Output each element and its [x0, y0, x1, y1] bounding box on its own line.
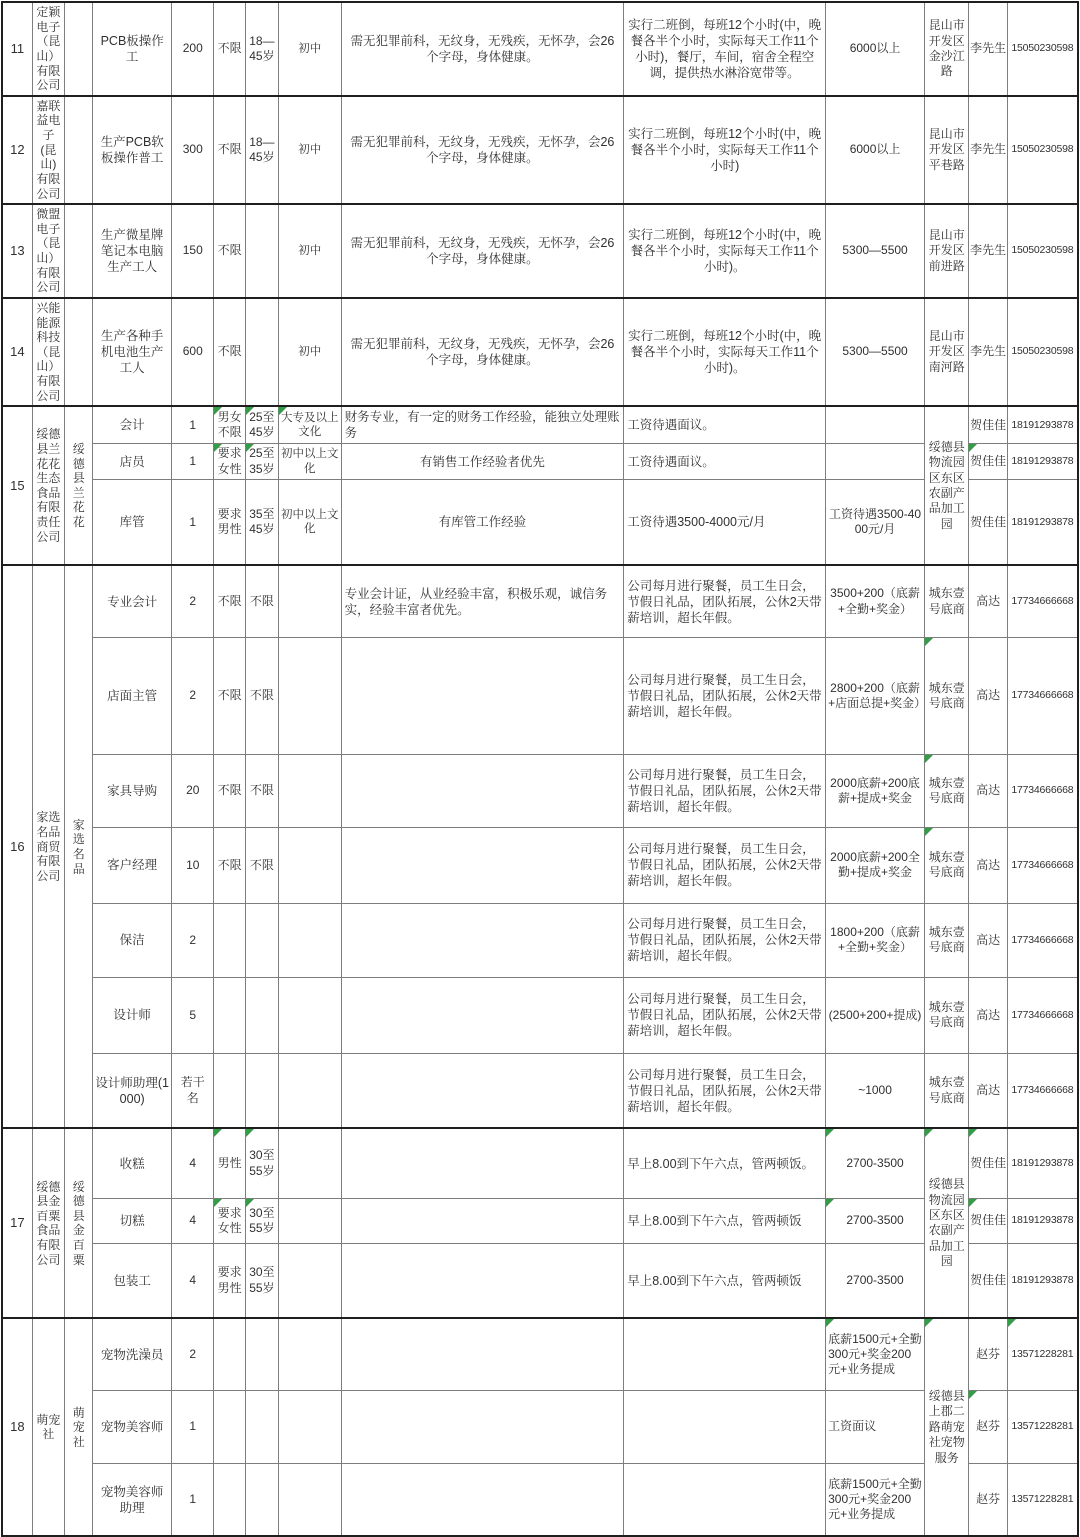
cell-gender: [214, 1463, 245, 1536]
cell-gender: 不限: [214, 2, 245, 96]
cell-education: 初中: [279, 2, 342, 96]
cell-schedule-benefits: 实行二班倒，每班12个小时(中，晚餐各半个小时，实际每天工作11个小时)，餐厅，车间，宿舍全程空调，提供热水淋浴宽带等。: [624, 2, 826, 96]
cell-headcount: 300: [172, 96, 214, 204]
cell-row-number: 18: [2, 1318, 32, 1536]
cell-company-short-name: 萌宠社: [65, 1318, 93, 1536]
cell-education: [279, 1053, 342, 1128]
cell-schedule-benefits: 公司每月进行聚餐，员工生日会，节假日礼品，团队拓展，公休2天带薪培训，超长年假。: [624, 827, 826, 903]
cell-headcount: 2: [172, 1318, 214, 1390]
cell-position: 切糕: [93, 1198, 172, 1243]
cell-phone-number: 17734666668: [1007, 637, 1078, 754]
cell-address: 绥德县上郡二路萌宠社宠物服务: [925, 1318, 969, 1536]
cell-gender: [214, 1053, 245, 1128]
cell-position: 宠物洗澡员: [93, 1318, 172, 1390]
cell-row-number: 12: [2, 96, 32, 204]
cell-gender: 不限: [214, 827, 245, 903]
cell-age: [245, 1053, 278, 1128]
job-row: [2, 406, 1078, 444]
cell-company-short-name: [65, 298, 93, 406]
cell-headcount: 4: [172, 1243, 214, 1318]
cell-address: 绥德县物流园区东区农副产品加工园: [925, 1128, 969, 1318]
cell-contact-person: 赵芬: [969, 1463, 1007, 1536]
job-row: [2, 754, 1078, 827]
cell-company-name: 微盟电子（昆山）有限公司: [32, 204, 64, 298]
cell-position: 专业会计: [93, 565, 172, 637]
cell-position: 生产微星牌笔记本电脑生产工人: [93, 204, 172, 298]
cell-salary: 2000底薪+200底薪+提成+奖金: [826, 754, 925, 827]
cell-salary: 1800+200（底薪+全勤+奖金）: [826, 903, 925, 977]
cell-address: 昆山市开发区平巷路: [925, 96, 969, 204]
cell-salary: 6000以上: [826, 96, 925, 204]
cell-age: 18—45岁: [245, 2, 278, 96]
job-row: [2, 2, 1078, 96]
cell-age: 25至35岁: [245, 444, 278, 480]
cell-contact-person: 李先生: [969, 204, 1007, 298]
job-row: [2, 479, 1078, 565]
cell-age: [245, 204, 278, 298]
cell-salary: [826, 406, 925, 444]
cell-contact-person: 高达: [969, 827, 1007, 903]
cell-age: 30至55岁: [245, 1243, 278, 1318]
cell-education: [279, 565, 342, 637]
cell-headcount: 1: [172, 1463, 214, 1536]
job-row: [2, 827, 1078, 903]
cell-gender: 不限: [214, 565, 245, 637]
job-row: [2, 903, 1078, 977]
cell-gender: 不限: [214, 637, 245, 754]
cell-row-number: 13: [2, 204, 32, 298]
job-row: [2, 298, 1078, 406]
cell-contact-person: 高达: [969, 977, 1007, 1053]
cell-salary: 底薪1500元+全勤300元+奖金200元+业务提成: [826, 1318, 925, 1390]
cell-requirements: 需无犯罪前科，无纹身，无残疾，无怀孕，会26个字母，身体健康。: [341, 298, 624, 406]
cell-requirements: [341, 1198, 624, 1243]
cell-education: 初中以上文化: [279, 444, 342, 480]
cell-phone-number: 15050230598: [1007, 2, 1078, 96]
cell-phone-number: 17734666668: [1007, 1053, 1078, 1128]
cell-contact-person: 李先生: [969, 298, 1007, 406]
cell-requirements: 需无犯罪前科，无纹身，无残疾，无怀孕，会26个字母，身体健康。: [341, 2, 624, 96]
cell-row-number: 11: [2, 2, 32, 96]
cell-address: 城东壹号底商: [925, 1053, 969, 1128]
cell-schedule-benefits: 早上8.00到下午六点，管两顿饭: [624, 1198, 826, 1243]
cell-schedule-benefits: 工资待遇3500-4000元/月: [624, 479, 826, 565]
cell-salary: ~1000: [826, 1053, 925, 1128]
cell-requirements: [341, 977, 624, 1053]
cell-company-short-name: 绥德县金百粟: [65, 1128, 93, 1318]
cell-headcount: 1: [172, 444, 214, 480]
cell-schedule-benefits: 实行二班倒，每班12个小时(中，晚餐各半个小时，实际每天工作11个小时)。: [624, 298, 826, 406]
cell-address: 城东壹号底商: [925, 977, 969, 1053]
cell-requirements: [341, 1053, 624, 1128]
cell-contact-person: 贺佳佳: [969, 1243, 1007, 1318]
cell-age: [245, 1318, 278, 1390]
cell-schedule-benefits: 工资待遇面议。: [624, 406, 826, 444]
job-row: [2, 1198, 1078, 1243]
job-row: [2, 1318, 1078, 1390]
cell-company-name: 萌宠社: [32, 1318, 64, 1536]
job-row: [2, 444, 1078, 480]
cell-education: [279, 1318, 342, 1390]
cell-phone-number: 18191293878: [1007, 479, 1078, 565]
cell-salary: [826, 444, 925, 480]
cell-education: 初中: [279, 204, 342, 298]
cell-education: [279, 977, 342, 1053]
cell-headcount: 1: [172, 406, 214, 444]
cell-company-short-name: 绥德县兰花花: [65, 406, 93, 565]
cell-age: 不限: [245, 827, 278, 903]
job-row: [2, 565, 1078, 637]
cell-schedule-benefits: 公司每月进行聚餐，员工生日会，节假日礼品，团队拓展，公休2天带薪培训，超长年假。: [624, 1053, 826, 1128]
cell-schedule-benefits: 实行二班倒，每班12个小时(中，晚餐各半个小时，实际每天工作11个小时): [624, 96, 826, 204]
cell-requirements: [341, 1318, 624, 1390]
cell-headcount: 150: [172, 204, 214, 298]
cell-schedule-benefits: [624, 1390, 826, 1463]
cell-gender: 要求女性: [214, 444, 245, 480]
job-listings-page: [0, 1, 1080, 1522]
cell-company-short-name: [65, 204, 93, 298]
cell-gender: [214, 1390, 245, 1463]
cell-age: 30至55岁: [245, 1128, 278, 1198]
cell-salary: 2700-3500: [826, 1128, 925, 1198]
cell-requirements: [341, 1243, 624, 1318]
job-row: [2, 1463, 1078, 1536]
job-row: [2, 204, 1078, 298]
cell-requirements: [341, 827, 624, 903]
cell-salary: 2700-3500: [826, 1198, 925, 1243]
cell-company-name: 绥德县兰花花生态食品有限责任公司: [32, 406, 64, 565]
cell-education: [279, 1243, 342, 1318]
cell-schedule-benefits: [624, 1463, 826, 1536]
cell-position: 会计: [93, 406, 172, 444]
cell-salary: 2000底薪+200全勤+提成+奖金: [826, 827, 925, 903]
cell-address: 城东壹号底商: [925, 565, 969, 637]
cell-phone-number: 18191293878: [1007, 1128, 1078, 1198]
cell-requirements: 财务专业，有一定的财务工作经验，能独立处理账务: [341, 406, 624, 444]
cell-education: 初中: [279, 96, 342, 204]
cell-requirements: 需无犯罪前科，无纹身，无残疾，无怀孕，会26个字母，身体健康。: [341, 204, 624, 298]
cell-address: 昆山市开发区前进路: [925, 204, 969, 298]
cell-salary: 2800+200（底薪+店面总提+奖金）: [826, 637, 925, 754]
cell-education: [279, 1390, 342, 1463]
cell-requirements: [341, 1128, 624, 1198]
cell-salary: (2500+200+提成): [826, 977, 925, 1053]
cell-position: 设计师: [93, 977, 172, 1053]
cell-company-short-name: [65, 2, 93, 96]
cell-gender: [214, 1318, 245, 1390]
cell-address: 城东壹号底商: [925, 903, 969, 977]
cell-gender: 不限: [214, 754, 245, 827]
cell-position: 设计师助理(1000): [93, 1053, 172, 1128]
cell-age: [245, 1463, 278, 1536]
cell-company-name: 定颖电子（昆山）有限公司: [32, 2, 64, 96]
cell-requirements: [341, 1390, 624, 1463]
cell-requirements: 有库管工作经验: [341, 479, 624, 565]
cell-position: 宠物美容师助理: [93, 1463, 172, 1536]
cell-gender: 男性: [214, 1128, 245, 1198]
cell-address: 城东壹号底商: [925, 827, 969, 903]
cell-phone-number: 18191293878: [1007, 444, 1078, 480]
cell-contact-person: 李先生: [969, 96, 1007, 204]
cell-headcount: 2: [172, 565, 214, 637]
cell-contact-person: 贺佳佳: [969, 1198, 1007, 1243]
cell-contact-person: 高达: [969, 1053, 1007, 1128]
job-row: [2, 977, 1078, 1053]
cell-education: 大专及以上文化: [279, 406, 342, 444]
cell-contact-person: 贺佳佳: [969, 406, 1007, 444]
cell-salary: 5300—5500: [826, 298, 925, 406]
cell-schedule-benefits: 公司每月进行聚餐，员工生日会，节假日礼品，团队拓展，公休2天带薪培训，超长年假。: [624, 903, 826, 977]
cell-contact-person: 高达: [969, 637, 1007, 754]
cell-age: 不限: [245, 565, 278, 637]
job-row: [2, 1053, 1078, 1128]
cell-contact-person: 贺佳佳: [969, 1128, 1007, 1198]
cell-requirements: 需无犯罪前科，无纹身，无残疾，无怀孕，会26个字母，身体健康。: [341, 96, 624, 204]
cell-phone-number: 13571228281: [1007, 1390, 1078, 1463]
cell-company-name: 家选名品商贸有限公司: [32, 565, 64, 1128]
cell-phone-number: 18191293878: [1007, 406, 1078, 444]
cell-position: 包装工: [93, 1243, 172, 1318]
cell-contact-person: 赵芬: [969, 1390, 1007, 1463]
cell-headcount: 2: [172, 903, 214, 977]
cell-age: 35至45岁: [245, 479, 278, 565]
cell-position: 生产PCB软板操作普工: [93, 96, 172, 204]
cell-company-name: 嘉联益电子(昆山)有限公司: [32, 96, 64, 204]
cell-contact-person: 赵芬: [969, 1318, 1007, 1390]
cell-salary: 工资待遇3500-4000元/月: [826, 479, 925, 565]
cell-company-name: 兴能能源科技（昆山）有限公司: [32, 298, 64, 406]
cell-row-number: 14: [2, 298, 32, 406]
job-listings-table: [1, 1, 1079, 1537]
cell-phone-number: 18191293878: [1007, 1243, 1078, 1318]
cell-salary: 6000以上: [826, 2, 925, 96]
cell-headcount: 2: [172, 637, 214, 754]
job-row: [2, 1128, 1078, 1198]
cell-requirements: [341, 637, 624, 754]
cell-phone-number: 17734666668: [1007, 977, 1078, 1053]
cell-gender: 不限: [214, 298, 245, 406]
cell-headcount: 4: [172, 1198, 214, 1243]
cell-age: [245, 1390, 278, 1463]
cell-age: [245, 298, 278, 406]
cell-age: 18—45岁: [245, 96, 278, 204]
cell-education: [279, 1463, 342, 1536]
cell-gender: 要求男性: [214, 1243, 245, 1318]
cell-contact-person: 高达: [969, 754, 1007, 827]
cell-schedule-benefits: 公司每月进行聚餐，员工生日会，节假日礼品，团队拓展，公休2天带薪培训，超长年假。: [624, 637, 826, 754]
cell-row-number: 15: [2, 406, 32, 565]
cell-position: 库管: [93, 479, 172, 565]
cell-phone-number: 15050230598: [1007, 204, 1078, 298]
cell-schedule-benefits: 早上8.00到下午六点，管两顿饭。: [624, 1128, 826, 1198]
cell-schedule-benefits: 早上8.00到下午六点，管两顿饭: [624, 1243, 826, 1318]
cell-gender: 要求男性: [214, 479, 245, 565]
cell-age: 不限: [245, 637, 278, 754]
cell-position: 保洁: [93, 903, 172, 977]
cell-phone-number: 17734666668: [1007, 565, 1078, 637]
cell-row-number: 16: [2, 565, 32, 1128]
cell-address: 城东壹号底商: [925, 637, 969, 754]
cell-position: 店面主管: [93, 637, 172, 754]
cell-schedule-benefits: 公司每月进行聚餐，员工生日会，节假日礼品，团队拓展，公休2天带薪培训，超长年假。: [624, 977, 826, 1053]
cell-salary: 底薪1500元+全勤300元+奖金200元+业务提成: [826, 1463, 925, 1536]
cell-salary: 5300—5500: [826, 204, 925, 298]
cell-salary: 工资面议: [826, 1390, 925, 1463]
job-row: [2, 96, 1078, 204]
cell-requirements: 有销售工作经验者优先: [341, 444, 624, 480]
cell-requirements: 专业会计证，从业经验丰富，积极乐观，诚信务实，经验丰富者优先。: [341, 565, 624, 637]
cell-position: PCB板操作工: [93, 2, 172, 96]
job-row: [2, 1390, 1078, 1463]
cell-requirements: [341, 1463, 624, 1536]
cell-position: 客户经理: [93, 827, 172, 903]
cell-education: [279, 1128, 342, 1198]
cell-salary: 2700-3500: [826, 1243, 925, 1318]
cell-address: 绥德县物流园区东区农副产品加工园: [925, 406, 969, 565]
cell-phone-number: 13571228281: [1007, 1463, 1078, 1536]
cell-position: 收糕: [93, 1128, 172, 1198]
cell-requirements: [341, 903, 624, 977]
cell-phone-number: 17734666668: [1007, 827, 1078, 903]
cell-company-short-name: 家选名品: [65, 565, 93, 1128]
cell-schedule-benefits: 公司每月进行聚餐，员工生日会，节假日礼品，团队拓展，公休2天带薪培训，超长年假。: [624, 754, 826, 827]
cell-contact-person: 李先生: [969, 2, 1007, 96]
cell-headcount: 5: [172, 977, 214, 1053]
cell-company-short-name: [65, 96, 93, 204]
cell-contact-person: 高达: [969, 565, 1007, 637]
cell-schedule-benefits: [624, 1318, 826, 1390]
cell-position: 生产各种手机电池生产工人: [93, 298, 172, 406]
cell-headcount: 1: [172, 1390, 214, 1463]
cell-schedule-benefits: 公司每月进行聚餐，员工生日会，节假日礼品，团队拓展，公休2天带薪培训，超长年假。: [624, 565, 826, 637]
cell-age: [245, 977, 278, 1053]
cell-education: [279, 1198, 342, 1243]
job-row: [2, 1243, 1078, 1318]
cell-phone-number: 15050230598: [1007, 96, 1078, 204]
cell-contact-person: 高达: [969, 903, 1007, 977]
cell-headcount: 10: [172, 827, 214, 903]
cell-education: [279, 827, 342, 903]
cell-position: 宠物美容师: [93, 1390, 172, 1463]
cell-phone-number: 18191293878: [1007, 1198, 1078, 1243]
cell-education: [279, 903, 342, 977]
cell-headcount: 20: [172, 754, 214, 827]
cell-address: 城东壹号底商: [925, 754, 969, 827]
cell-position: 店员: [93, 444, 172, 480]
job-row: [2, 637, 1078, 754]
cell-age: 30至55岁: [245, 1198, 278, 1243]
cell-gender: 不限: [214, 204, 245, 298]
cell-age: 25至45岁: [245, 406, 278, 444]
cell-phone-number: 15050230598: [1007, 298, 1078, 406]
cell-address: 昆山市开发区南河路: [925, 298, 969, 406]
cell-education: [279, 637, 342, 754]
cell-gender: [214, 903, 245, 977]
cell-headcount: 4: [172, 1128, 214, 1198]
cell-age: [245, 903, 278, 977]
cell-phone-number: 17734666668: [1007, 903, 1078, 977]
cell-phone-number: 17734666668: [1007, 754, 1078, 827]
cell-gender: 要求女性: [214, 1198, 245, 1243]
cell-headcount: 200: [172, 2, 214, 96]
cell-gender: [214, 977, 245, 1053]
cell-headcount: 1: [172, 479, 214, 565]
cell-row-number: 17: [2, 1128, 32, 1318]
cell-contact-person: 贺佳佳: [969, 479, 1007, 565]
cell-age: 不限: [245, 754, 278, 827]
cell-education: 初中以上文化: [279, 479, 342, 565]
cell-headcount: 600: [172, 298, 214, 406]
cell-gender: 不限: [214, 96, 245, 204]
cell-schedule-benefits: 实行二班倒，每班12个小时(中，晚餐各半个小时，实际每天工作11个小时)。: [624, 204, 826, 298]
cell-gender: 男女不限: [214, 406, 245, 444]
cell-education: 初中: [279, 298, 342, 406]
cell-contact-person: 贺佳佳: [969, 444, 1007, 480]
cell-address: 昆山市开发区金沙江路: [925, 2, 969, 96]
cell-salary: 3500+200（底薪+全勤+奖金）: [826, 565, 925, 637]
cell-position: 家具导购: [93, 754, 172, 827]
cell-phone-number: 13571228281: [1007, 1318, 1078, 1390]
cell-education: [279, 754, 342, 827]
cell-requirements: [341, 754, 624, 827]
cell-headcount: 若干名: [172, 1053, 214, 1128]
cell-company-name: 绥德县金百粟食品有限公司: [32, 1128, 64, 1318]
cell-schedule-benefits: 工资待遇面议。: [624, 444, 826, 480]
